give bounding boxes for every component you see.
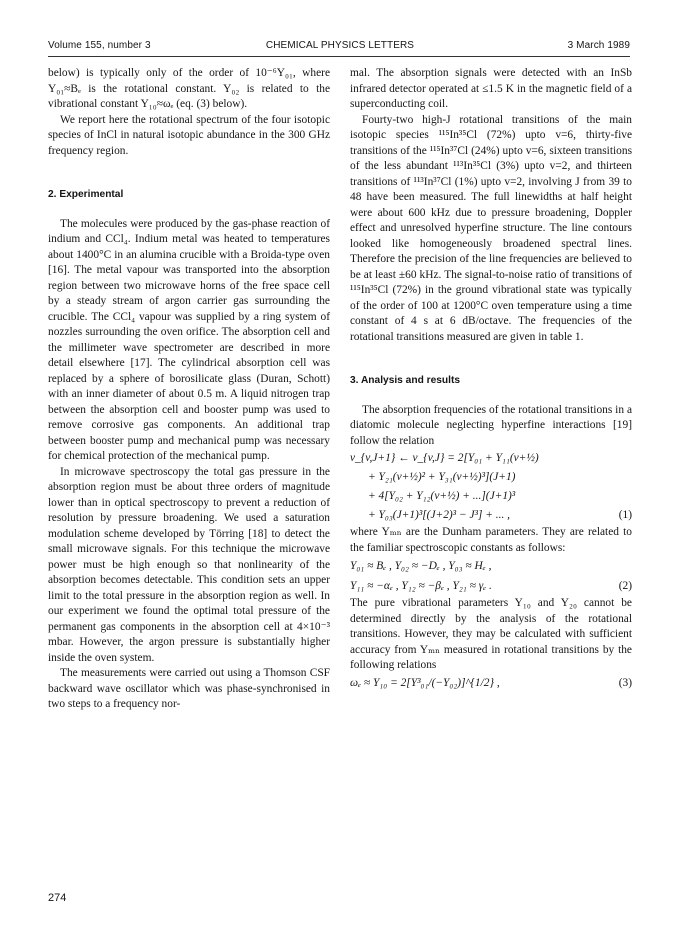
header-rule	[48, 56, 630, 57]
paragraph-experimental-1: The molecules were produced by the gas-phase reaction of indium and CCl₄. Indium metal was heated to temperatures about 1400°C in an alumina crucible with a Broida-type oven [16]. The metal vapour was transported into the absorption region between two microwave horns of the free space cell by a steady stream of argon carrier gas surrounding the crucible. The CCl₄ vapour was supplied by a ring system of nozzles surrounding the oven orifice. The absorption cell and the millimeter wave spectrometer are described in more detail elsewhere [17]. The cylindrical absorption cell was replaced by a sphere of borosilicate glass (Duran, Schott) with an inner diameter of about 0.5 m. A liquid nitrogen trap between the absorption cell and booster pump was used to remove corrosive gas components. An additional trap between booster pump and mechanical pump was necessary for chemical protection of the mechanical pump.	[48, 217, 330, 462]
section-heading-experimental: 2. Experimental	[48, 189, 124, 200]
paragraph-experimental-3: The measurements were carried out using a Thomson CSF backward wave oscillator which was phase-synchronised in two steps to a frequency nor-	[48, 667, 330, 710]
journal-title: CHEMICAL PHYSICS LETTERS	[265, 40, 415, 51]
equation-1-line-1: ν_{v,J+1} ← ν_{v,J} = 2[Y₀₁ + Y₁₁(v+½)	[350, 452, 539, 464]
paragraph-dunham-params: where Yₘₙ are the Dunham parameters. They are related to the familiar spectroscopic constants as follows:	[350, 526, 632, 554]
left-column	[48, 66, 330, 713]
page-number: 274	[48, 892, 67, 904]
equation-1-line-4: + Y₀₃(J+1)³[(J+2)³ − J³] + ... ,	[368, 509, 511, 521]
equation-1-number: (1)	[618, 509, 632, 521]
equation-2-line-2: Y₁₁ ≈ −αₑ , Y₁₂ ≈ −βₑ , Y₂₁ ≈ γₑ .	[350, 580, 492, 592]
equation-3-body: ωₑ ≈ Y₁₀ = 2[Y³₀₁/(−Y₀₂)]^{1/2} ,	[350, 676, 500, 689]
paragraph-continued: below) is typically only of the order of 10⁻⁶Y₀₁, where Y₀₁≈Bₑ is the rotational constant. Y₀₂ is related to the vibrational constant Y₁₀≈ωₑ (eq. (3) below).	[48, 67, 330, 110]
paragraph-transitions: Fourty-two high-J rotational transitions of the main isotopic species ¹¹⁵In³⁵Cl (72%) upto v=6, thirty-five transitions of the ¹¹⁵In³⁷Cl (24%) upto v=6, sixteen transitions of the less abundant ¹¹³In³⁵Cl (3%) upto v=2, and thirteen transitions of ¹¹³In³⁷Cl (1%) upto v=2, involving J from 39 to 48 have been measured. The full linewidths at half height were about 600 kHz due to pressure broadening, Doppler effect and unresolved hyperfine structure. The line contours looked like homogeneously broadened spectral lines. Therefore the precision of the line frequencies are believed to be at least ±60 kHz. The signal-to-noise ratio of transitions of ¹¹⁵In³⁵Cl (72%) in the ground vibrational state was typically of the order of 100 at 1200°C oven temperature using a time constant of 4 s at 6 dB/octave. The frequencies of the rotational transitions measured are given in table 1.	[350, 113, 632, 343]
volume-label: Volume 155, number 3	[48, 40, 151, 51]
equation-3-number: (3)	[618, 676, 632, 689]
equation-1	[350, 449, 632, 525]
paragraph-detection: mal. The absorption signals were detected with an InSb infrared detector operated at ≤1.5 K in the magnetic field of a superconducting coil.	[350, 67, 632, 110]
section-heading-analysis: 3. Analysis and results	[350, 375, 461, 386]
equation-1-line-2: + Y₂₁(v+½)² + Y₃₁(v+½)³](J+1)	[368, 471, 516, 483]
paragraph-intro: We report here the rotational spectrum of the four isotopic species of InCl in natural isotopic abundance in the 300 GHz frequency region.	[48, 113, 330, 157]
paragraph-experimental-2: In microwave spectroscopy the total gas pressure in the absorption region must be about three orders of magnitude lower than in optical spectroscopy to prevent a reduction of resolution by pressure broadening. We used a saturation modulation scheme developed by Törring [18] to detect the small microwave signals. For this technique the microwave power must be high enough so that nonlinearity of the absorption becomes detectable. This condition sets an upper limit to the total pressure in the absorption region as well. In our experiment we found the optimal total pressure of the permanent gas components in the absorption cell at 4×10⁻³ mbar. However, the argon pressure is substantially higher inside the oven system.	[48, 465, 330, 664]
equation-2-number: (2)	[618, 580, 632, 592]
equation-2-line-1: Y₀₁ ≈ Bₑ , Y₀₂ ≈ −Dₑ , Y₀₃ ≈ Hₑ ,	[350, 560, 492, 572]
equation-2	[350, 556, 632, 596]
paragraph-vibrational: The pure vibrational parameters Y₁₀ and Y₂₀ cannot be determined directly by the analysis of the rotational transitions. However, they may be calculated with sufficient accuracy from Yₘₙ measured in rotational transitions by the following relations	[350, 597, 632, 671]
equation-1-line-3: + 4[Y₀₂ + Y₁₂(v+½) + ...](J+1)³	[368, 490, 516, 502]
equation-3	[350, 674, 632, 693]
paragraph-dunham-intro: The absorption frequencies of the rotational transitions in a diatomic molecule neglecting hyperfine interactions [19] follow the relation	[350, 403, 632, 447]
right-column	[350, 66, 632, 693]
issue-date: 3 March 1989	[567, 40, 630, 51]
